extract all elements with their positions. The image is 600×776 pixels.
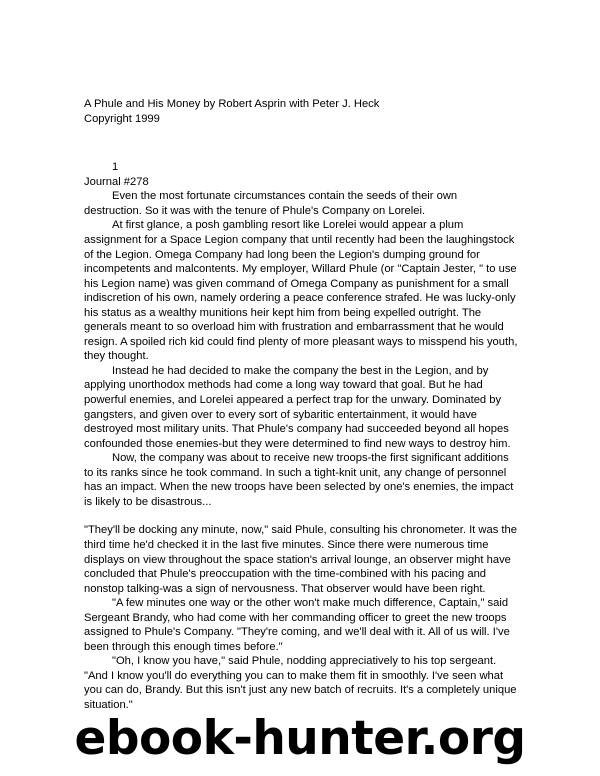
journal-label: Journal #278 [84,175,149,188]
paragraph: "A few minutes one way or the other won't make much difference, Captain," said Sergeant Brandy, who had come with her commanding officer to greet the new troops assigned to Phule's Company. "They're coming, and we'll deal with it. All of us will. I've been through this enough times before." [84,597,510,653]
watermark-text: ebook-hunter.org [74,711,526,766]
header-spacer [84,126,518,160]
book-title-line: A Phule and His Money by Robert Asprin with Peter J. Heck [84,98,380,110]
document-text-body [84,97,518,713]
paragraph: Instead he had decided to make the company the best in the Legion, and by applying unorthodox methods had come a long way toward that goal. But he had powerful enemies, and Lorelei appeared a perfect trap for the unwary. Dominated by gangsters, and given over to every sort of sybaritic entertainment, it would have destroyed most military units. That Phule's company had succeeded beyond all hopes confounded those enemies-but they were determined to find new ways to destroy him. [84,364,511,450]
copyright-line: Copyright 1999 [84,112,160,125]
paragraph: "They'll be docking any minute, now," said Phule, consulting his chronometer. It was the third time he'd checked it in the last five minutes. Since there were numerous time displays on view throughout the space station's arrival lounge, an observer might have concluded that Phule's preoccupation with the time-combined with his pacing and nonstop talking-was a sign of nervousness. That observer would have been right. [84,524,517,595]
book-header [84,97,518,126]
paragraph: Now, the company was about to receive new troops-the first significant additions to its ranks since he took command. In such a tight-knit unit, any change of personnel has an impact. When the new troops have been selected by one's enemies, the impact is likely to be disastrous... [84,452,514,508]
paragraph: "Oh, I know you have," said Phule, nodding appreciatively to his top sergeant. "And I know you'll do everything you can to make them fit in smoothly. I've seen what you can do, Brandy. But this isn't just any new batch of recruits. It's a completely unique situation." [84,655,517,711]
section-break [84,509,518,523]
paragraph: Even the most fortunate circumstances contain the seeds of their own destruction. So it was with the tenure of Phule's Company on Lorelei. [84,190,458,217]
chapter-number: 1 [112,161,119,174]
paragraph: At first glance, a posh gambling resort like Lorelei would appear a plum assignment for a Space Legion company that until recently had been the laughingstock of the Legion. Omega Company had long been the Legion's dumping ground for incompetents and malcontents. My employer, Willard Phule (or "Captain Jester, " to use his Legion name) was given command of Omega Company as punishment for a small indiscretion of his own, namely ordering a peace conference strafed. He was lucky-only his status as a wealthy munitions heir kept him from being expelled outright. The generals meant to so overload him with frustration and embarrassment that he would resign. A spoiled rich kid could find plenty of more pleasant ways to misspend his youth, they thought. [84,219,518,363]
